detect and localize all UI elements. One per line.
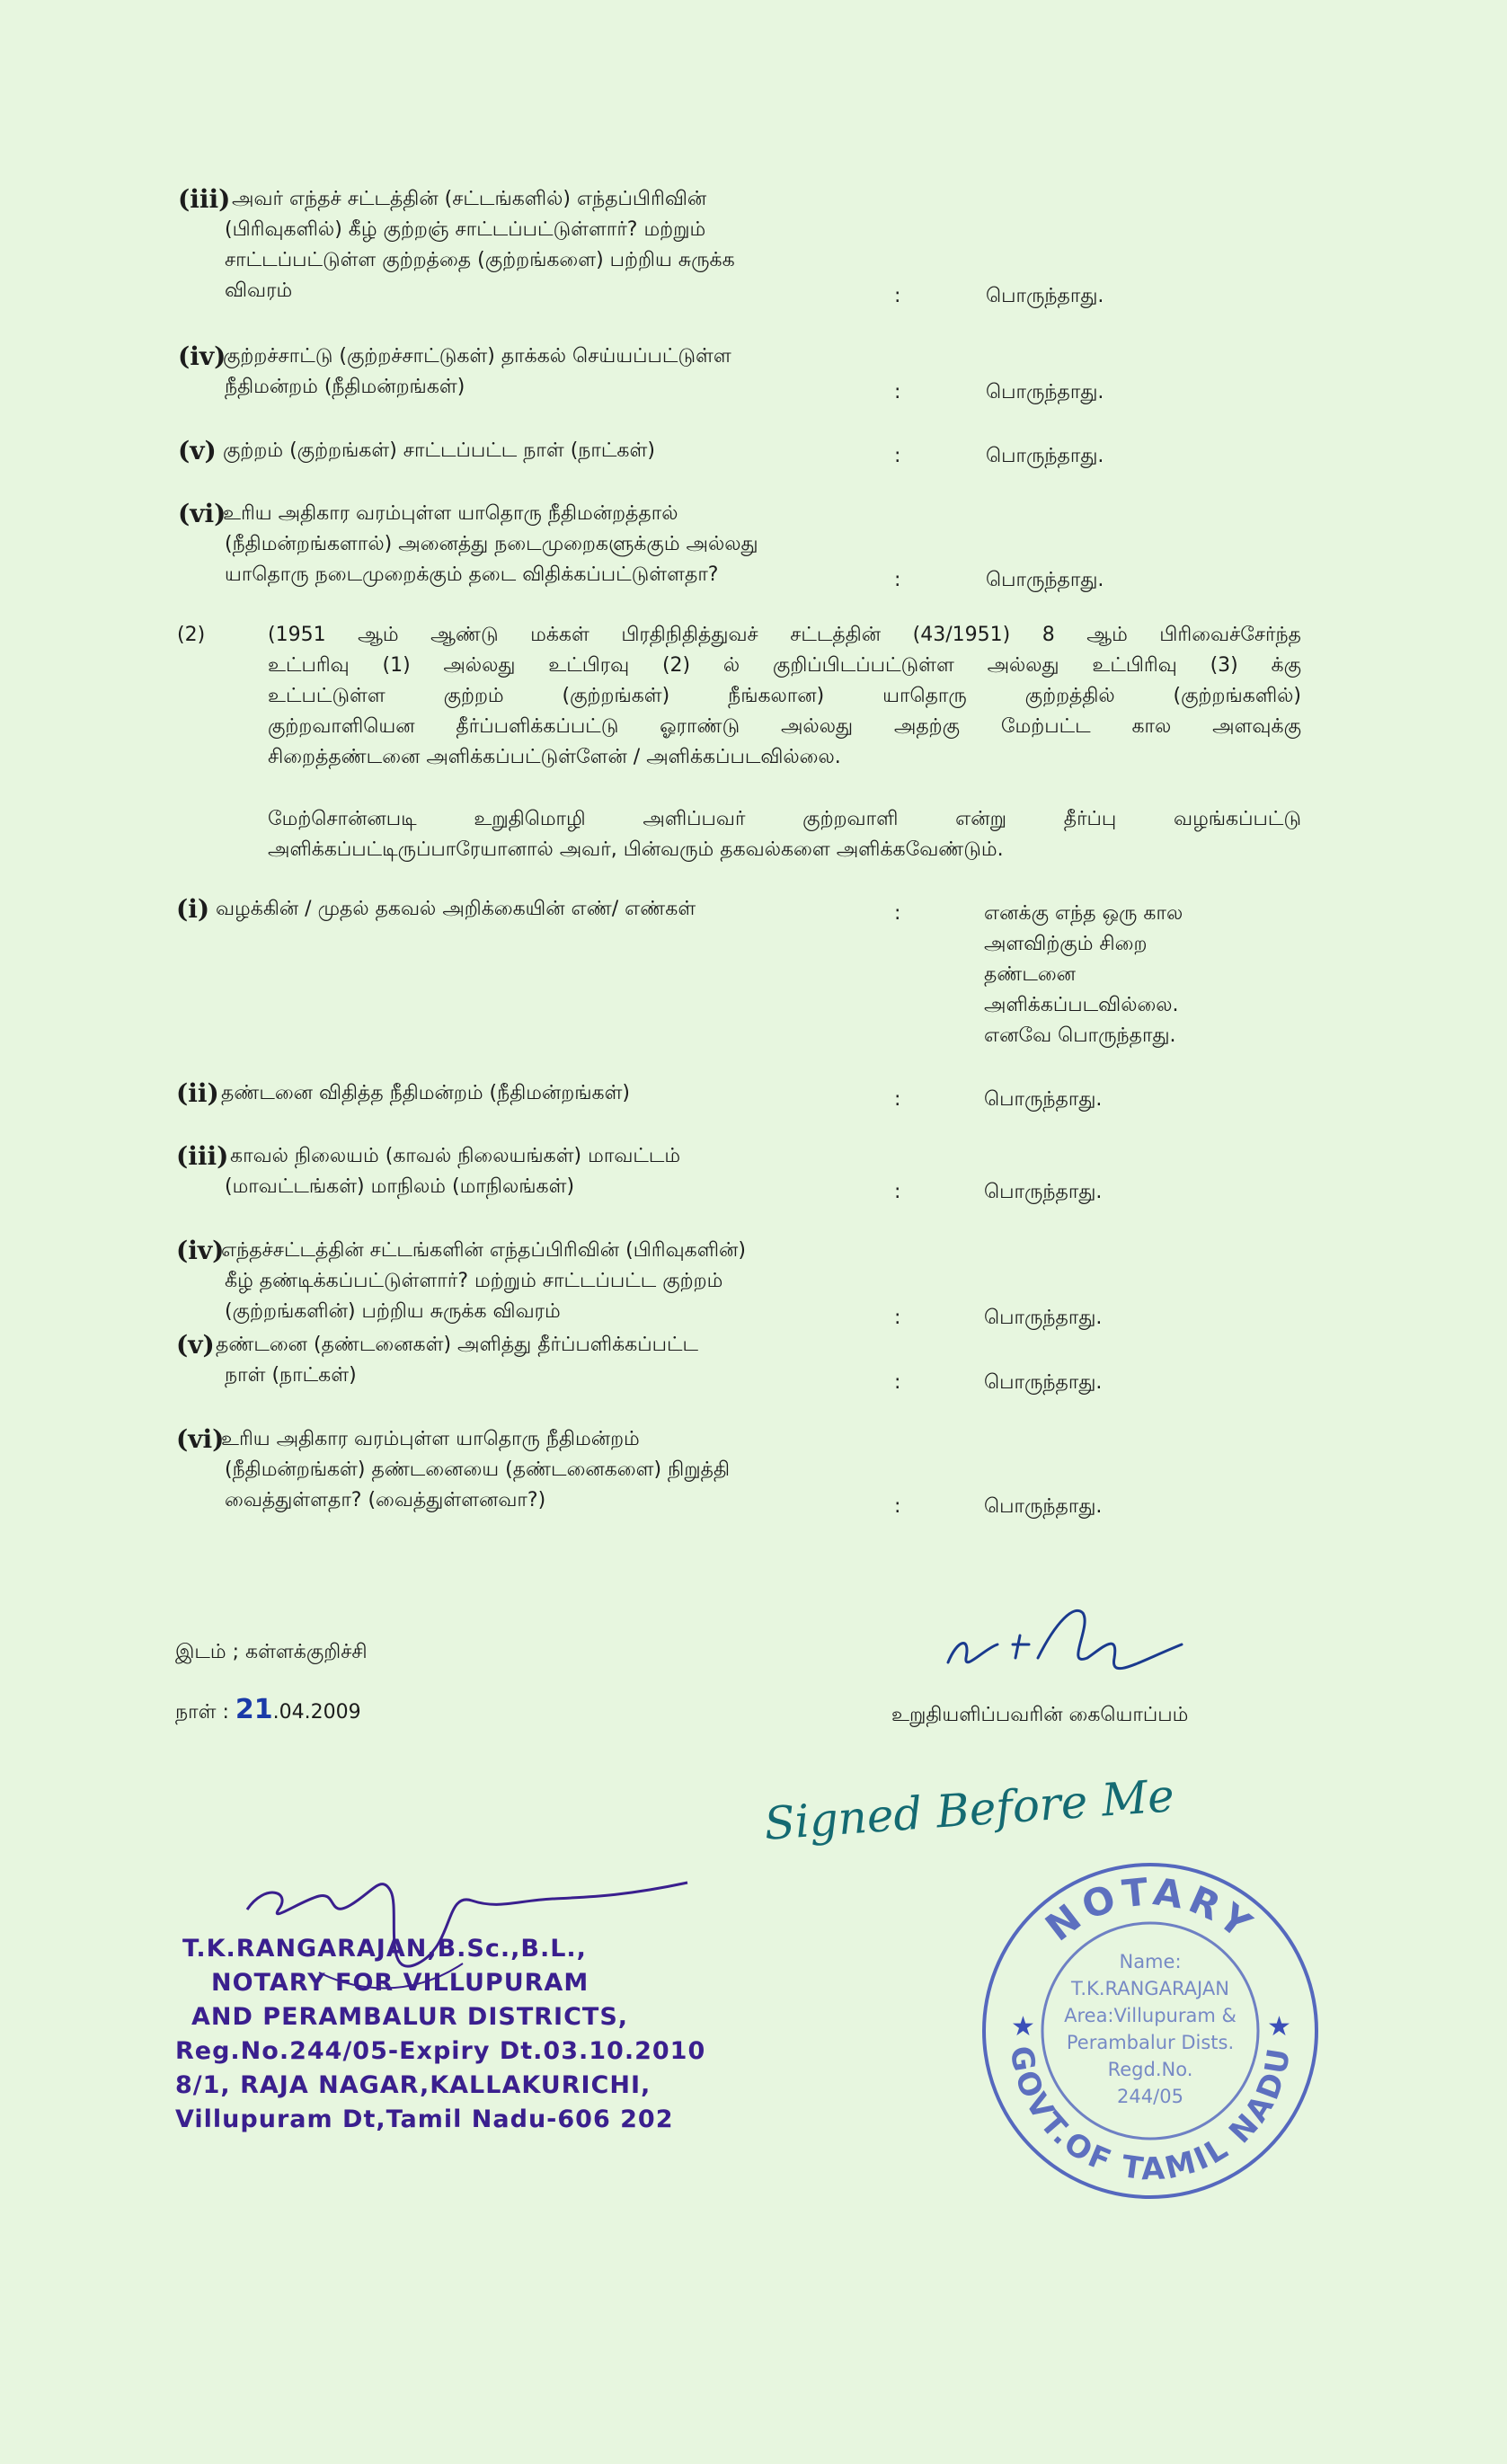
- item-number: (iii): [176, 1141, 229, 1171]
- item-value-line: பொருந்தாது.: [984, 1088, 1103, 1111]
- stamp-line: Reg.No.244/05-Expiry Dt.03.10.2010: [175, 2037, 706, 2065]
- date-label: நாள் :: [175, 1701, 229, 1724]
- item-text-line: அவர் எந்தச் சட்டத்தின் (சட்டங்களில்) எந்தப்பிரிவின்: [232, 188, 707, 210]
- item-number: (v): [176, 1330, 215, 1360]
- item-text-line: (பிரிவுகளில்) கீழ் குற்றஞ் சாட்டப்பட்டுள்ளார்? மற்றும்: [225, 218, 706, 241]
- item-number: (iv): [176, 1236, 225, 1265]
- seal-top-text: NOTARY: [1037, 1869, 1264, 1950]
- colon-separator: :: [894, 1181, 901, 1203]
- seal-star-left-icon: ★: [1011, 2011, 1035, 2043]
- item-value-line: அளிக்கப்படவில்லை.: [984, 994, 1179, 1016]
- item-value: பொருந்தாது.: [986, 381, 1104, 403]
- item-text-line: வைத்துள்ளதா? (வைத்துள்ளனவா?): [225, 1489, 546, 1511]
- colon-separator: :: [894, 1371, 901, 1394]
- stamp-line: 8/1, RAJA NAGAR,KALLAKURICHI,: [175, 2071, 652, 2099]
- paragraph-line: (1951 ஆம் ஆண்டு மக்கள் பிரதிநிதித்துவச் சட்டத்தின் (43/1951) 8 ஆம் பிரிவைச்சேர்ந்த: [268, 624, 1301, 646]
- item-number: (iii): [178, 184, 231, 214]
- item-text-line: குற்றம் (குற்றங்கள்) சாட்டப்பட்ட நாள் (நாட்கள்): [223, 439, 655, 462]
- colon-separator: :: [894, 902, 901, 925]
- item-value-line: எனவே பொருந்தாது.: [984, 1024, 1176, 1047]
- seal-inner-text: [1064, 1951, 1237, 2107]
- svg-text:NOTARY: [1037, 1869, 1263, 1950]
- item-value: பொருந்தாது.: [986, 285, 1104, 307]
- date-line: [175, 1695, 361, 1728]
- notary-seal: [971, 1851, 1330, 2211]
- item-number: (iv): [178, 341, 226, 371]
- seal-inner-line: Perambalur Dists.: [1066, 2032, 1235, 2053]
- item-text-line: (நீதிமன்றங்களால்) அனைத்து நடைமுறைகளுக்கும் அல்லது: [225, 533, 758, 555]
- colon-separator: :: [894, 1088, 901, 1111]
- item-text-line: வழக்கின் / முதல் தகவல் அறிக்கையின் எண்/ எண்கள்: [216, 898, 696, 920]
- paragraph-line: உட்பரிவு (1) அல்லது உட்பிரவு (2) ல் குறிப்பிடப்பட்டுள்ள அல்லது உட்பிரிவு (3) க்கு: [268, 654, 1301, 677]
- item-text-line: உரிய அதிகார வரம்புள்ள யாதொரு நீதிமன்றத்தால்: [223, 502, 678, 525]
- seal-bottom-text: GOVT.OF TAMIL NADU: [1002, 2043, 1299, 2188]
- seal-inner-line: Area:Villupuram &: [1064, 2005, 1237, 2026]
- seal-inner-line: 244/05: [1117, 2086, 1183, 2107]
- colon-separator: :: [894, 445, 901, 467]
- declarant-signature: [930, 1595, 1200, 1694]
- date-rest: .04.2009: [272, 1701, 361, 1724]
- item-text-line: (குற்றங்களின்) பற்றிய சுருக்க விவரம்: [225, 1300, 561, 1323]
- item-value-line: பொருந்தாது.: [984, 1371, 1103, 1394]
- item-text-line: நாள் (நாட்கள்): [225, 1364, 357, 1387]
- stamp-line: Villupuram Dt,Tamil Nadu-606 202: [175, 2105, 674, 2133]
- item-value-line: எனக்கு எந்த ஒரு கால: [984, 902, 1183, 925]
- item-value-line: பொருந்தாது.: [984, 1181, 1103, 1203]
- paragraph-line: குற்றவாளியென தீர்ப்பளிக்கப்பட்டு ஓராண்டு அல்லது அதற்கு மேற்பட்ட கால அளவுக்கு: [268, 715, 1301, 738]
- colon-separator: :: [894, 381, 901, 403]
- item-text-line: யாதொரு நடைமுறைக்கும் தடை விதிக்கப்பட்டுள்ளதா?: [225, 563, 719, 586]
- item-value-line: பொருந்தாது.: [984, 1495, 1103, 1518]
- item-number: (i): [176, 894, 210, 924]
- item-text-line: (நீதிமன்றங்கள்) தண்டனையை (தண்டனைகளை) நிறுத்தி: [225, 1458, 730, 1481]
- item-number: (vi): [176, 1424, 225, 1454]
- seal-inner-line: Name:: [1119, 1951, 1182, 1972]
- colon-separator: :: [894, 569, 901, 591]
- item-value-line: பொருந்தாது.: [984, 1307, 1103, 1329]
- item-text-line: குற்றச்சாட்டு (குற்றச்சாட்டுகள்) தாக்கல் செய்யப்பட்டுள்ள: [223, 345, 731, 368]
- paragraph-line: சிறைத்தண்டனை அளிக்கப்பட்டுள்ளேன் / அளிக்கப்படவில்லை.: [268, 746, 841, 768]
- item-text-line: சாட்டப்பட்டுள்ள குற்றத்தை (குற்றங்களை) பற்றிய சுருக்க: [225, 249, 735, 271]
- item-value-line: தண்டனை: [984, 963, 1076, 986]
- section2-number: (2): [177, 624, 206, 646]
- signature-caption: உறுதியளிப்பவரின் கையொப்பம்: [891, 1704, 1189, 1726]
- paragraph-line: உட்பட்டுள்ள குற்றம் (குற்றங்கள்) நீங்கலான) யாதொரு குற்றத்தில் (குற்றங்களில்): [268, 685, 1301, 707]
- item-text-line: (மாவட்டங்கள்) மாநிலம் (மாநிலங்கள்): [225, 1175, 575, 1198]
- item-text-line: எந்தச்சட்டத்தின் சட்டங்களின் எந்தப்பிரிவின் (பிரிவுகளின்): [221, 1239, 746, 1262]
- item-number: (v): [178, 436, 217, 465]
- item-number: (vi): [178, 499, 226, 528]
- item-text-line: தண்டனை விதித்த நீதிமன்றம் (நீதிமன்றங்கள்): [221, 1082, 631, 1104]
- seal-inner-line: Regd.No.: [1107, 2059, 1193, 2080]
- item-value-line: அளவிற்கும் சிறை: [984, 933, 1148, 955]
- place-label: இடம் ; கள்ளக்குறிச்சி: [175, 1641, 368, 1663]
- colon-separator: :: [894, 1495, 901, 1518]
- item-value: பொருந்தாது.: [986, 445, 1104, 467]
- date-day: 21: [235, 1694, 273, 1725]
- item-value: பொருந்தாது.: [986, 569, 1104, 591]
- item-text-line: நீதிமன்றம் (நீதிமன்றங்கள்): [225, 376, 465, 398]
- item-number: (ii): [176, 1078, 219, 1108]
- item-text-line: தண்டனை (தண்டனைகள்) அளித்து தீர்ப்பளிக்கப்பட்ட: [216, 1334, 699, 1356]
- colon-separator: :: [894, 1307, 901, 1329]
- item-text-line: கீழ் தண்டிக்கப்பட்டுள்ளார்? மற்றும் சாட்டப்பட்ட குற்றம்: [225, 1270, 723, 1292]
- seal-star-right-icon: ★: [1267, 2011, 1291, 2043]
- item-text-line: விவரம்: [225, 279, 293, 302]
- seal-inner-line: T.K.RANGARAJAN: [1071, 1978, 1229, 1999]
- stamp-line: AND PERAMBALUR DISTRICTS,: [191, 2003, 629, 2031]
- stamp-line: T.K.RANGARAJAN,B.Sc.,B.L.,: [182, 1935, 587, 1963]
- stamp-line: NOTARY FOR VILLUPURAM: [211, 1969, 590, 1997]
- item-text-line: உரிய அதிகார வரம்புள்ள யாதொரு நீதிமன்றம்: [221, 1428, 640, 1450]
- item-text-line: காவல் நிலையம் (காவல் நிலையங்கள்) மாவட்டம்: [230, 1145, 681, 1167]
- handwritten-note: Signed Before Me: [762, 1769, 1176, 1850]
- colon-separator: :: [894, 285, 901, 307]
- paragraph-line: அளிக்கப்பட்டிருப்பாரேயானால் அவர், பின்வரும் தகவல்களை அளிக்கவேண்டும்.: [268, 838, 1004, 861]
- paragraph-line: மேற்சொன்னபடி உறுதிமொழி அளிப்பவர் குற்றவாளி என்று தீர்ப்பு வழங்கப்பட்டு: [268, 808, 1301, 830]
